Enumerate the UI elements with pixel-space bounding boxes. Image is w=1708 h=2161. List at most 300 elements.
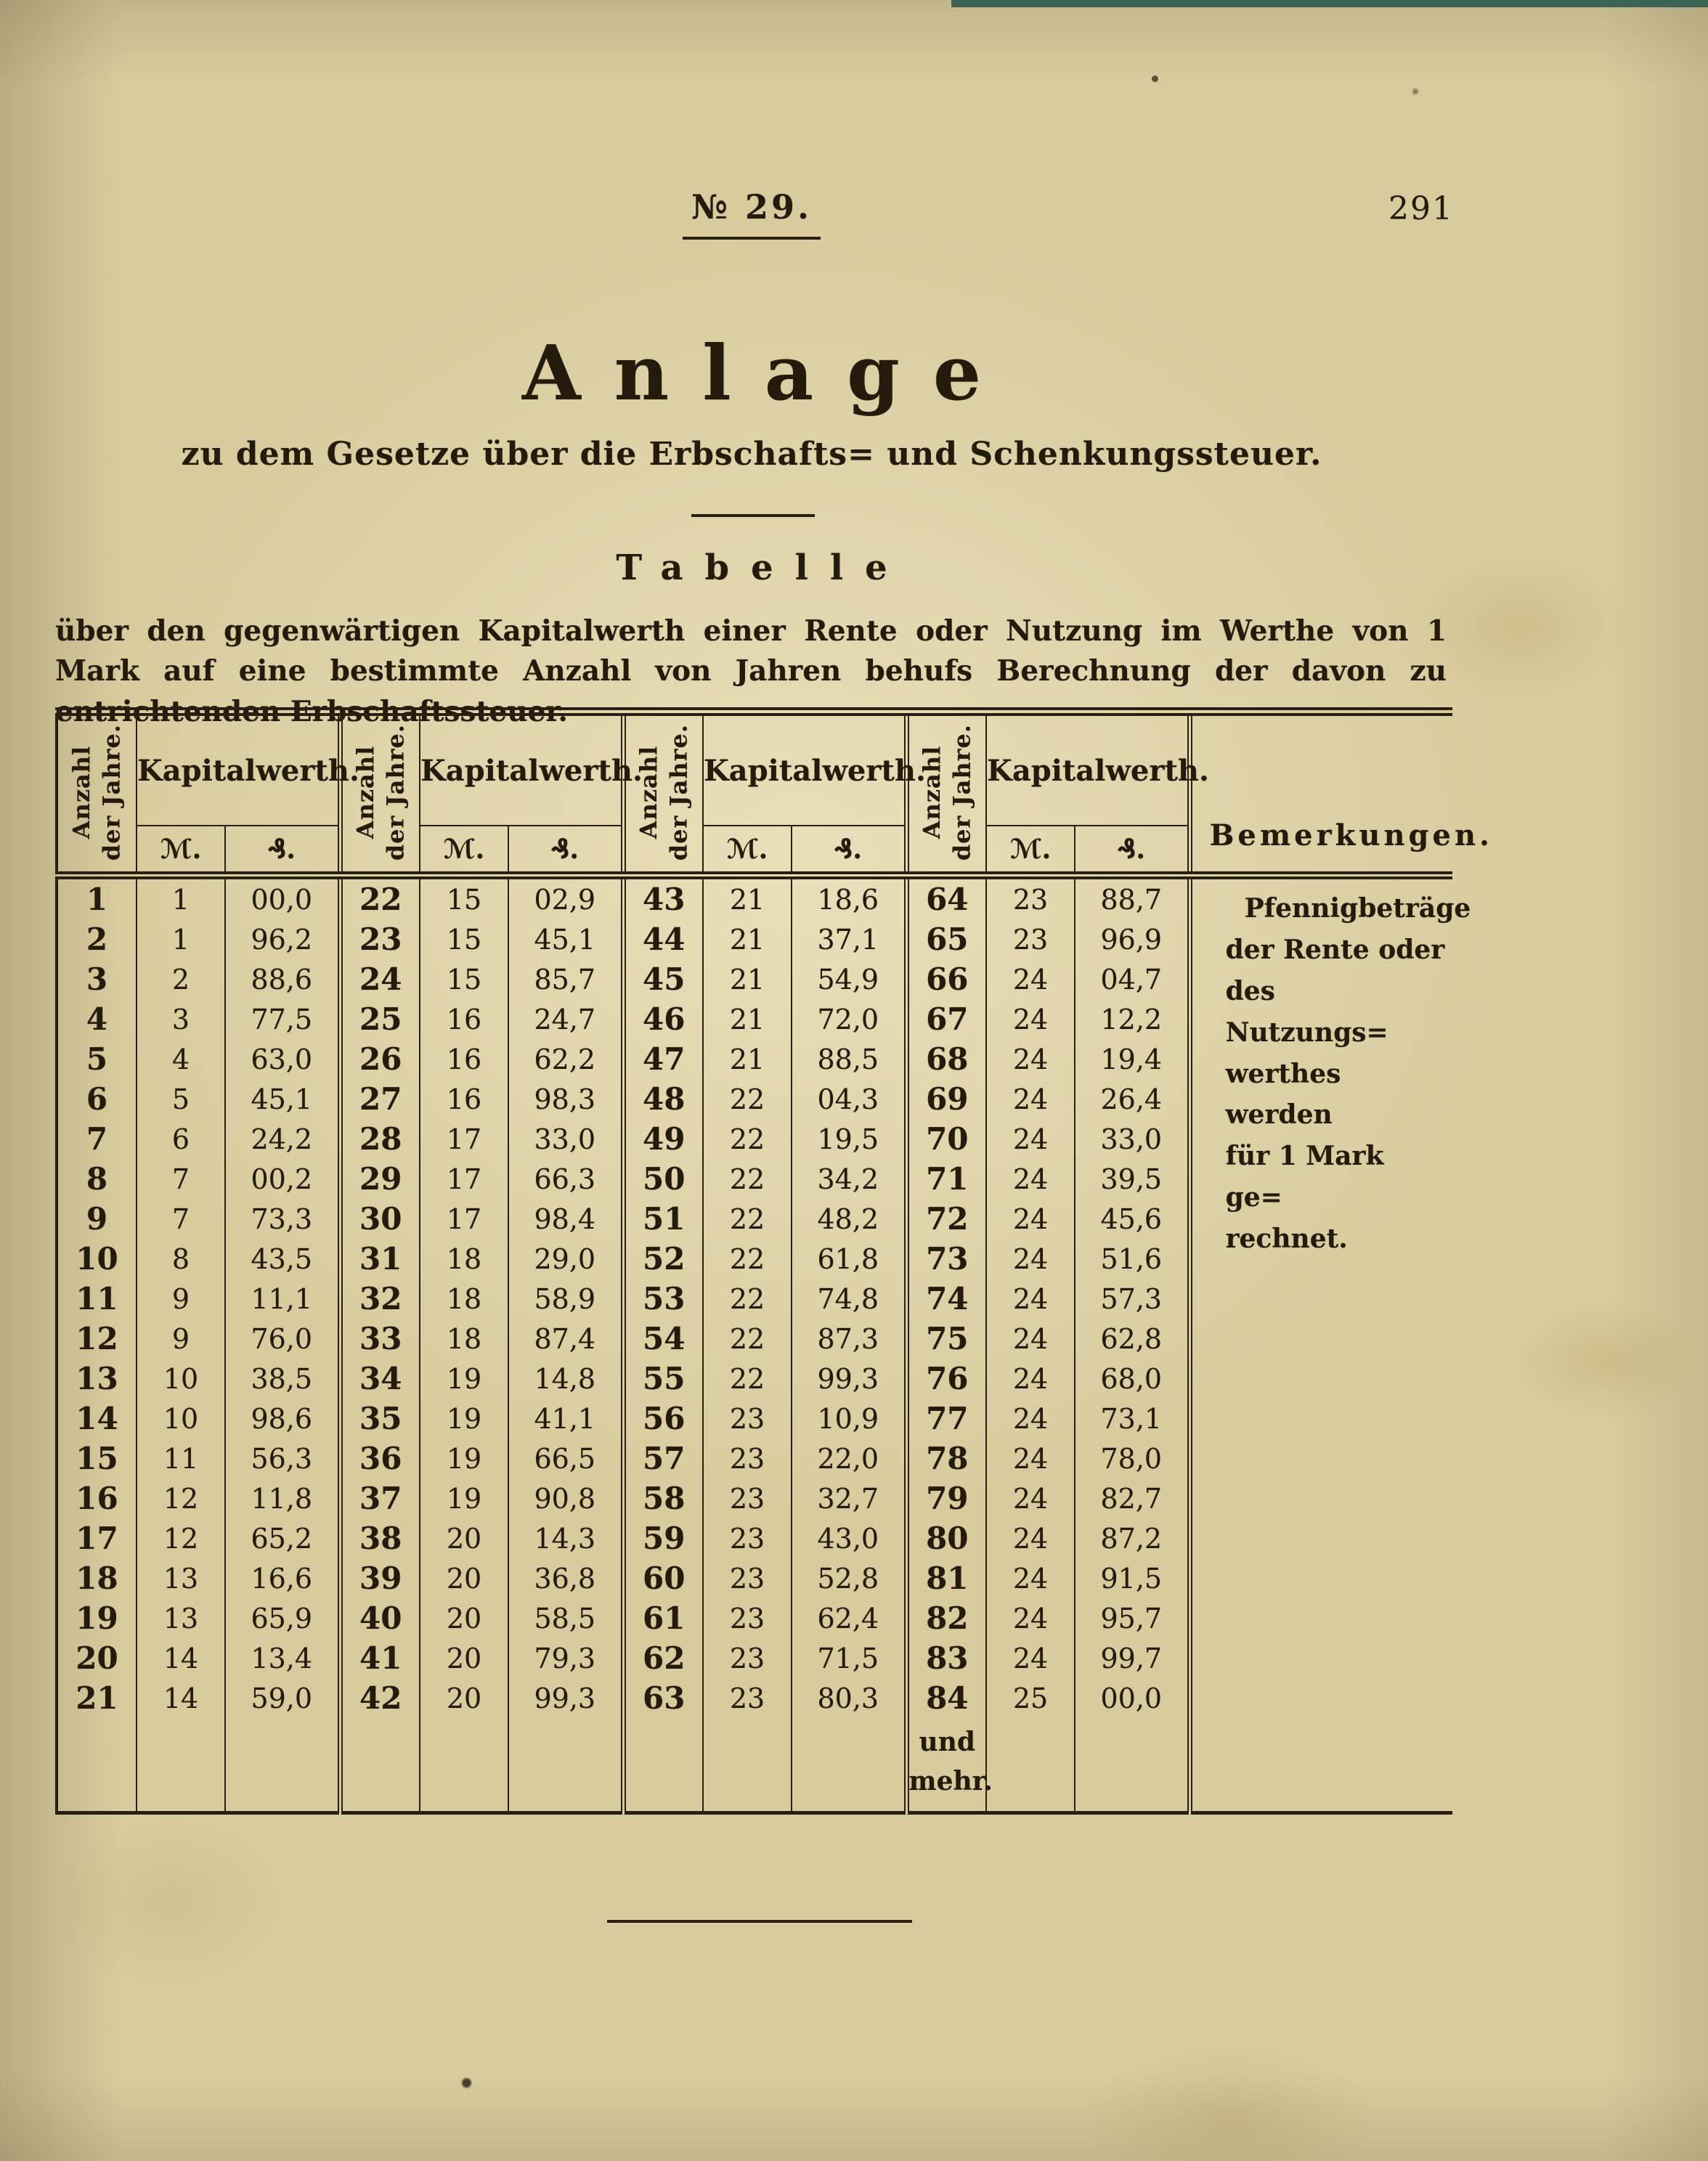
mark-cell: 24 [986, 1039, 1075, 1079]
year-cell: 16 [57, 1478, 137, 1518]
mark-header: ℳ. [137, 826, 225, 876]
table-header [57, 712, 1493, 876]
subtitle: zu dem Gesetze über die Erbschafts= und Schenkungssteuer. [181, 436, 1322, 473]
mark-cell: 20 [420, 1678, 508, 1718]
year-cell: 76 [906, 1359, 986, 1399]
year-cell: 63 [623, 1678, 703, 1718]
mark-cell: 16 [420, 999, 508, 1039]
year-cell: 84 [906, 1678, 986, 1718]
pfennig-cell: 65,2 [225, 1518, 340, 1558]
pfennig-cell: 62,2 [508, 1039, 623, 1079]
mark-cell: 1 [137, 876, 225, 920]
year-cell: 10 [57, 1239, 137, 1279]
mark-cell: 24 [986, 1159, 1075, 1199]
mark-cell: 18 [420, 1279, 508, 1319]
year-cell: 57 [623, 1438, 703, 1478]
mark-cell: 24 [986, 1638, 1075, 1678]
year-cell: 71 [906, 1159, 986, 1199]
pfennig-cell: 68,0 [1075, 1359, 1190, 1399]
pfennig-cell: 66,5 [508, 1438, 623, 1478]
mark-cell: 1 [137, 919, 225, 959]
pfennig-cell: 65,9 [225, 1598, 340, 1638]
mark-cell: 12 [137, 1518, 225, 1558]
year-cell: 75 [906, 1319, 986, 1359]
year-cell: 77 [906, 1399, 986, 1438]
pfennig-cell: 58,9 [508, 1279, 623, 1319]
rotated-header-text: Anzahl der Jahre. [917, 723, 976, 861]
pfennig-cell: 11,8 [225, 1478, 340, 1518]
mark-cell: 17 [420, 1199, 508, 1239]
pfennig-cell: 91,5 [1075, 1558, 1190, 1598]
mark-cell: 21 [703, 999, 792, 1039]
mark-cell: 10 [137, 1399, 225, 1438]
mark-cell: 23 [703, 1678, 792, 1718]
und-mehr-label: mehr. [908, 1766, 993, 1796]
year-cell: 25 [340, 999, 420, 1039]
pfennig-cell: 54,9 [792, 959, 906, 999]
pfennig-header: ₰. [1075, 826, 1190, 876]
year-cell: 40 [340, 1598, 420, 1638]
pfennig-header: ₰. [792, 826, 906, 876]
pfennig-cell: 78,0 [1075, 1438, 1190, 1478]
intro-paragraph: über den gegenwärtigen Kapitalwerth einer Rente oder Nutzung im Werthe von 1 Mark auf eine bestimmte Anzahl von Jahren behufs Berechnung der davon zu entrichtenden Erbschaftssteuer. [55, 614, 1447, 728]
year-cell: 50 [623, 1159, 703, 1199]
capital-value-header: Kapitalwerth. [137, 712, 340, 826]
year-cell: 2 [57, 919, 137, 959]
mark-cell: 21 [703, 1039, 792, 1079]
pfennig-cell: 11,1 [225, 1279, 340, 1319]
mark-header: ℳ. [703, 826, 792, 876]
year-cell: 68 [906, 1039, 986, 1079]
pfennig-cell: 39,5 [1075, 1159, 1190, 1199]
year-cell: 1 [57, 876, 137, 920]
mark-cell: 23 [986, 919, 1075, 959]
year-column-header [340, 712, 420, 876]
pfennig-cell: 99,3 [792, 1359, 906, 1399]
mark-cell: 9 [137, 1319, 225, 1359]
pfennig-cell: 61,8 [792, 1239, 906, 1279]
mark-cell: 23 [703, 1558, 792, 1598]
pfennig-cell: 24,7 [508, 999, 623, 1039]
year-cell: 18 [57, 1558, 137, 1598]
pfennig-cell: 90,8 [508, 1478, 623, 1518]
pfennig-cell: 87,4 [508, 1319, 623, 1359]
mark-cell: 21 [703, 959, 792, 999]
pfennig-cell: 00,0 [1075, 1678, 1190, 1718]
pfennig-cell: 51,6 [1075, 1239, 1190, 1279]
mark-cell: 14 [137, 1678, 225, 1718]
mark-cell: 17 [420, 1119, 508, 1159]
year-cell: 34 [340, 1359, 420, 1399]
mark-cell: 22 [703, 1239, 792, 1279]
mark-cell: 24 [986, 1279, 1075, 1319]
year-cell: 44 [623, 919, 703, 959]
year-cell: 13 [57, 1359, 137, 1399]
pfennig-cell: 57,3 [1075, 1279, 1190, 1319]
mark-cell: 20 [420, 1558, 508, 1598]
year-cell: 61 [623, 1598, 703, 1638]
year-cell: 52 [623, 1239, 703, 1279]
pfennig-cell: 41,1 [508, 1399, 623, 1438]
mark-cell: 15 [420, 876, 508, 920]
pfennig-header: ₰. [225, 826, 340, 876]
mark-cell [420, 1718, 508, 1813]
pfennig-cell: 10,9 [792, 1399, 906, 1438]
pfennig-cell: 99,7 [1075, 1638, 1190, 1678]
mark-cell: 3 [137, 999, 225, 1039]
mark-header: ℳ. [420, 826, 508, 876]
year-cell: 26 [340, 1039, 420, 1079]
year-column-header [57, 712, 137, 876]
mark-cell: 24 [986, 1359, 1075, 1399]
mark-cell: 23 [703, 1399, 792, 1438]
year-cell: 11 [57, 1279, 137, 1319]
pfennig-cell: 98,4 [508, 1199, 623, 1239]
remarks-line: Pfennigbeträge [1244, 893, 1471, 924]
pfennig-cell: 74,8 [792, 1279, 906, 1319]
und-mehr-label: und [919, 1727, 976, 1757]
mark-cell: 19 [420, 1438, 508, 1478]
mark-cell: 24 [986, 959, 1075, 999]
year-column-header [906, 712, 986, 876]
section-title: Tabelle [616, 548, 909, 588]
year-cell: 22 [340, 876, 420, 920]
year-cell: 74 [906, 1279, 986, 1319]
year-cell: 37 [340, 1478, 420, 1518]
year-cell: 42 [340, 1678, 420, 1718]
pfennig-cell: 36,8 [508, 1558, 623, 1598]
pfennig-cell: 88,6 [225, 959, 340, 999]
year-column-header [623, 712, 703, 876]
year-cell: 21 [57, 1678, 137, 1718]
year-cell: 29 [340, 1159, 420, 1199]
mark-cell: 23 [703, 1478, 792, 1518]
year-cell: 69 [906, 1079, 986, 1119]
year-cell [906, 1718, 993, 1813]
mark-cell: 9 [137, 1279, 225, 1319]
pfennig-cell: 04,3 [792, 1079, 906, 1119]
pfennig-header: ₰. [508, 826, 623, 876]
mark-cell: 13 [137, 1598, 225, 1638]
year-cell: 27 [340, 1079, 420, 1119]
pfennig-cell: 77,5 [225, 999, 340, 1039]
year-cell: 20 [57, 1638, 137, 1678]
pfennig-cell: 58,5 [508, 1598, 623, 1638]
year-cell: 5 [57, 1039, 137, 1079]
pfennig-cell: 87,3 [792, 1319, 906, 1359]
pfennig-cell: 62,4 [792, 1598, 906, 1638]
year-cell: 6 [57, 1079, 137, 1119]
year-cell: 65 [906, 919, 986, 959]
pfennig-cell: 88,7 [1075, 876, 1190, 920]
pfennig-cell: 34,2 [792, 1159, 906, 1199]
pfennig-cell: 02,9 [508, 876, 623, 920]
divider [607, 1920, 912, 1923]
page-number: 291 [1388, 190, 1454, 227]
mark-cell: 24 [986, 1438, 1075, 1478]
year-cell: 51 [623, 1199, 703, 1239]
pfennig-cell: 96,9 [1075, 919, 1190, 959]
remarks-header: Bemerkungen. [1190, 712, 1452, 876]
remarks-cell [1190, 876, 1471, 1813]
pfennig-cell: 95,7 [1075, 1598, 1190, 1638]
pfennig-cell: 33,0 [1075, 1119, 1190, 1159]
mark-cell: 10 [137, 1359, 225, 1399]
mark-cell: 5 [137, 1079, 225, 1119]
pfennig-cell: 14,8 [508, 1359, 623, 1399]
mark-cell: 24 [986, 1478, 1075, 1518]
mark-cell: 2 [137, 959, 225, 999]
year-cell: 28 [340, 1119, 420, 1159]
year-cell: 70 [906, 1119, 986, 1159]
mark-cell: 8 [137, 1239, 225, 1279]
mark-cell: 19 [420, 1359, 508, 1399]
ink-speck [1412, 89, 1418, 94]
pfennig-cell: 43,0 [792, 1518, 906, 1558]
pfennig-cell: 87,2 [1075, 1518, 1190, 1558]
remarks-line: für 1 Mark ge= [1225, 1141, 1384, 1213]
pfennig-cell: 82,7 [1075, 1478, 1190, 1518]
rotated-header-text: Anzahl der Jahre. [67, 723, 126, 861]
capital-value-header: Kapitalwerth. [420, 712, 623, 826]
year-cell: 64 [906, 876, 986, 920]
mark-cell: 19 [420, 1478, 508, 1518]
pfennig-cell: 22,0 [792, 1438, 906, 1478]
pfennig-cell: 48,2 [792, 1199, 906, 1239]
pfennig-cell [225, 1718, 340, 1813]
mark-cell: 22 [703, 1079, 792, 1119]
mark-cell: 24 [986, 999, 1075, 1039]
pfennig-cell: 04,7 [1075, 959, 1190, 999]
remarks-line: der Rente oder [1225, 934, 1445, 965]
mark-cell: 20 [420, 1518, 508, 1558]
year-cell: 14 [57, 1399, 137, 1438]
mark-cell [986, 1718, 1075, 1813]
year-cell: 12 [57, 1319, 137, 1359]
pfennig-cell: 73,1 [1075, 1399, 1190, 1438]
mark-cell: 13 [137, 1558, 225, 1598]
mark-cell: 12 [137, 1478, 225, 1518]
mark-cell: 21 [703, 876, 792, 920]
year-cell: 81 [906, 1558, 986, 1598]
pfennig-cell: 00,0 [225, 876, 340, 920]
pfennig-cell: 24,2 [225, 1119, 340, 1159]
pfennig-cell [792, 1718, 906, 1813]
pfennig-cell: 45,6 [1075, 1199, 1190, 1239]
year-cell: 66 [906, 959, 986, 999]
year-cell: 23 [340, 919, 420, 959]
pfennig-cell: 63,0 [225, 1039, 340, 1079]
year-cell: 45 [623, 959, 703, 999]
year-cell: 48 [623, 1079, 703, 1119]
mark-cell: 16 [420, 1039, 508, 1079]
year-cell [340, 1718, 420, 1813]
year-cell: 79 [906, 1478, 986, 1518]
mark-cell: 23 [986, 876, 1075, 920]
year-cell: 78 [906, 1438, 986, 1478]
pfennig-cell: 66,3 [508, 1159, 623, 1199]
pfennig-cell: 62,8 [1075, 1319, 1190, 1359]
remarks-line: rechnet. [1225, 1224, 1348, 1254]
pfennig-cell: 37,1 [792, 919, 906, 959]
mark-cell: 17 [420, 1159, 508, 1199]
mark-cell: 24 [986, 1518, 1075, 1558]
rotated-header-text: Anzahl der Jahre. [351, 723, 410, 861]
year-cell: 24 [340, 959, 420, 999]
year-cell: 49 [623, 1119, 703, 1159]
pfennig-cell: 26,4 [1075, 1079, 1190, 1119]
mark-cell: 25 [986, 1678, 1075, 1718]
mark-cell [137, 1718, 225, 1813]
remarks-line: des Nutzungs= [1225, 975, 1388, 1048]
capital-value-table [55, 707, 1493, 1815]
mark-cell: 24 [986, 1239, 1075, 1279]
mark-cell: 18 [420, 1239, 508, 1279]
pfennig-cell: 33,0 [508, 1119, 623, 1159]
mark-cell: 18 [420, 1319, 508, 1359]
mark-cell [703, 1718, 792, 1813]
year-cell: 32 [340, 1279, 420, 1319]
year-cell: 60 [623, 1558, 703, 1598]
year-cell: 82 [906, 1598, 986, 1638]
year-cell: 46 [623, 999, 703, 1039]
pfennig-cell [1075, 1718, 1190, 1813]
pfennig-cell: 73,3 [225, 1199, 340, 1239]
year-cell: 19 [57, 1598, 137, 1638]
page-title: Anlage [521, 328, 1015, 418]
pfennig-cell: 98,3 [508, 1079, 623, 1119]
pfennig-cell: 19,5 [792, 1119, 906, 1159]
mark-cell: 7 [137, 1159, 225, 1199]
year-cell: 56 [623, 1399, 703, 1438]
mark-cell: 24 [986, 1119, 1075, 1159]
pfennig-cell: 14,3 [508, 1518, 623, 1558]
rotated-header-text: Anzahl der Jahre. [634, 723, 693, 861]
mark-cell: 22 [703, 1279, 792, 1319]
year-cell: 83 [906, 1638, 986, 1678]
mark-cell: 24 [986, 1558, 1075, 1598]
pfennig-cell: 98,6 [225, 1399, 340, 1438]
pfennig-cell: 45,1 [508, 919, 623, 959]
mark-cell: 6 [137, 1119, 225, 1159]
mark-cell: 24 [986, 1399, 1075, 1438]
year-cell: 4 [57, 999, 137, 1039]
mark-cell: 22 [703, 1359, 792, 1399]
year-cell: 43 [623, 876, 703, 920]
year-cell: 72 [906, 1199, 986, 1239]
year-cell: 15 [57, 1438, 137, 1478]
year-cell: 17 [57, 1518, 137, 1558]
year-cell: 7 [57, 1119, 137, 1159]
capital-value-header: Kapitalwerth. [703, 712, 906, 826]
year-cell: 47 [623, 1039, 703, 1079]
mark-cell: 22 [703, 1319, 792, 1359]
pfennig-cell: 16,6 [225, 1558, 340, 1598]
year-cell: 9 [57, 1199, 137, 1239]
year-cell: 39 [340, 1558, 420, 1598]
ink-speck [1152, 76, 1158, 82]
mark-cell: 16 [420, 1079, 508, 1119]
mark-cell: 23 [703, 1638, 792, 1678]
table-body [57, 876, 1471, 1813]
pfennig-cell: 59,0 [225, 1678, 340, 1718]
pfennig-cell: 32,7 [792, 1478, 906, 1518]
pfennig-cell: 45,1 [225, 1079, 340, 1119]
year-cell: 41 [340, 1638, 420, 1678]
ink-speck [462, 2078, 471, 2088]
table-row [57, 876, 1452, 920]
pfennig-cell: 72,0 [792, 999, 906, 1039]
pfennig-cell: 79,3 [508, 1638, 623, 1678]
year-cell [57, 1718, 137, 1813]
year-cell: 55 [623, 1359, 703, 1399]
mark-cell: 23 [703, 1438, 792, 1478]
mark-cell: 24 [986, 1199, 1075, 1239]
capital-value-header: Kapitalwerth. [986, 712, 1190, 826]
mark-cell: 20 [420, 1598, 508, 1638]
pfennig-cell: 80,3 [792, 1678, 906, 1718]
mark-cell: 22 [703, 1159, 792, 1199]
pfennig-cell: 19,4 [1075, 1039, 1190, 1079]
pfennig-cell: 00,2 [225, 1159, 340, 1199]
mark-cell: 15 [420, 919, 508, 959]
year-cell: 31 [340, 1239, 420, 1279]
year-cell: 53 [623, 1279, 703, 1319]
pfennig-cell: 76,0 [225, 1319, 340, 1359]
mark-cell: 14 [137, 1638, 225, 1678]
pfennig-cell: 88,5 [792, 1039, 906, 1079]
pfennig-cell: 12,2 [1075, 999, 1190, 1039]
scan-edge-artifact [951, 0, 1708, 7]
year-cell: 54 [623, 1319, 703, 1359]
mark-cell: 21 [703, 919, 792, 959]
pfennig-cell: 38,5 [225, 1359, 340, 1399]
mark-cell: 24 [986, 1598, 1075, 1638]
year-cell: 58 [623, 1478, 703, 1518]
year-cell: 62 [623, 1638, 703, 1678]
mark-cell: 22 [703, 1199, 792, 1239]
pfennig-cell: 99,3 [508, 1678, 623, 1718]
pfennig-cell: 29,0 [508, 1239, 623, 1279]
year-cell: 36 [340, 1438, 420, 1478]
year-cell: 73 [906, 1239, 986, 1279]
divider [691, 514, 815, 517]
remarks-line: werthes werden [1225, 1058, 1341, 1131]
year-cell: 8 [57, 1159, 137, 1199]
mark-cell: 20 [420, 1638, 508, 1678]
doc-number-row [0, 187, 1503, 240]
mark-cell: 11 [137, 1438, 225, 1478]
pfennig-cell: 13,4 [225, 1638, 340, 1678]
pfennig-cell: 18,6 [792, 876, 906, 920]
pfennig-cell: 85,7 [508, 959, 623, 999]
mark-cell: 7 [137, 1199, 225, 1239]
pfennig-cell: 71,5 [792, 1638, 906, 1678]
doc-number: № 29. [683, 187, 821, 240]
year-cell [623, 1718, 703, 1813]
year-cell: 3 [57, 959, 137, 999]
year-cell: 67 [906, 999, 986, 1039]
mark-cell: 22 [703, 1119, 792, 1159]
mark-cell: 4 [137, 1039, 225, 1079]
pfennig-cell: 43,5 [225, 1239, 340, 1279]
mark-cell: 15 [420, 959, 508, 999]
mark-cell: 19 [420, 1399, 508, 1438]
mark-cell: 24 [986, 1079, 1075, 1119]
year-cell: 38 [340, 1518, 420, 1558]
pfennig-cell: 52,8 [792, 1558, 906, 1598]
mark-cell: 23 [703, 1518, 792, 1558]
